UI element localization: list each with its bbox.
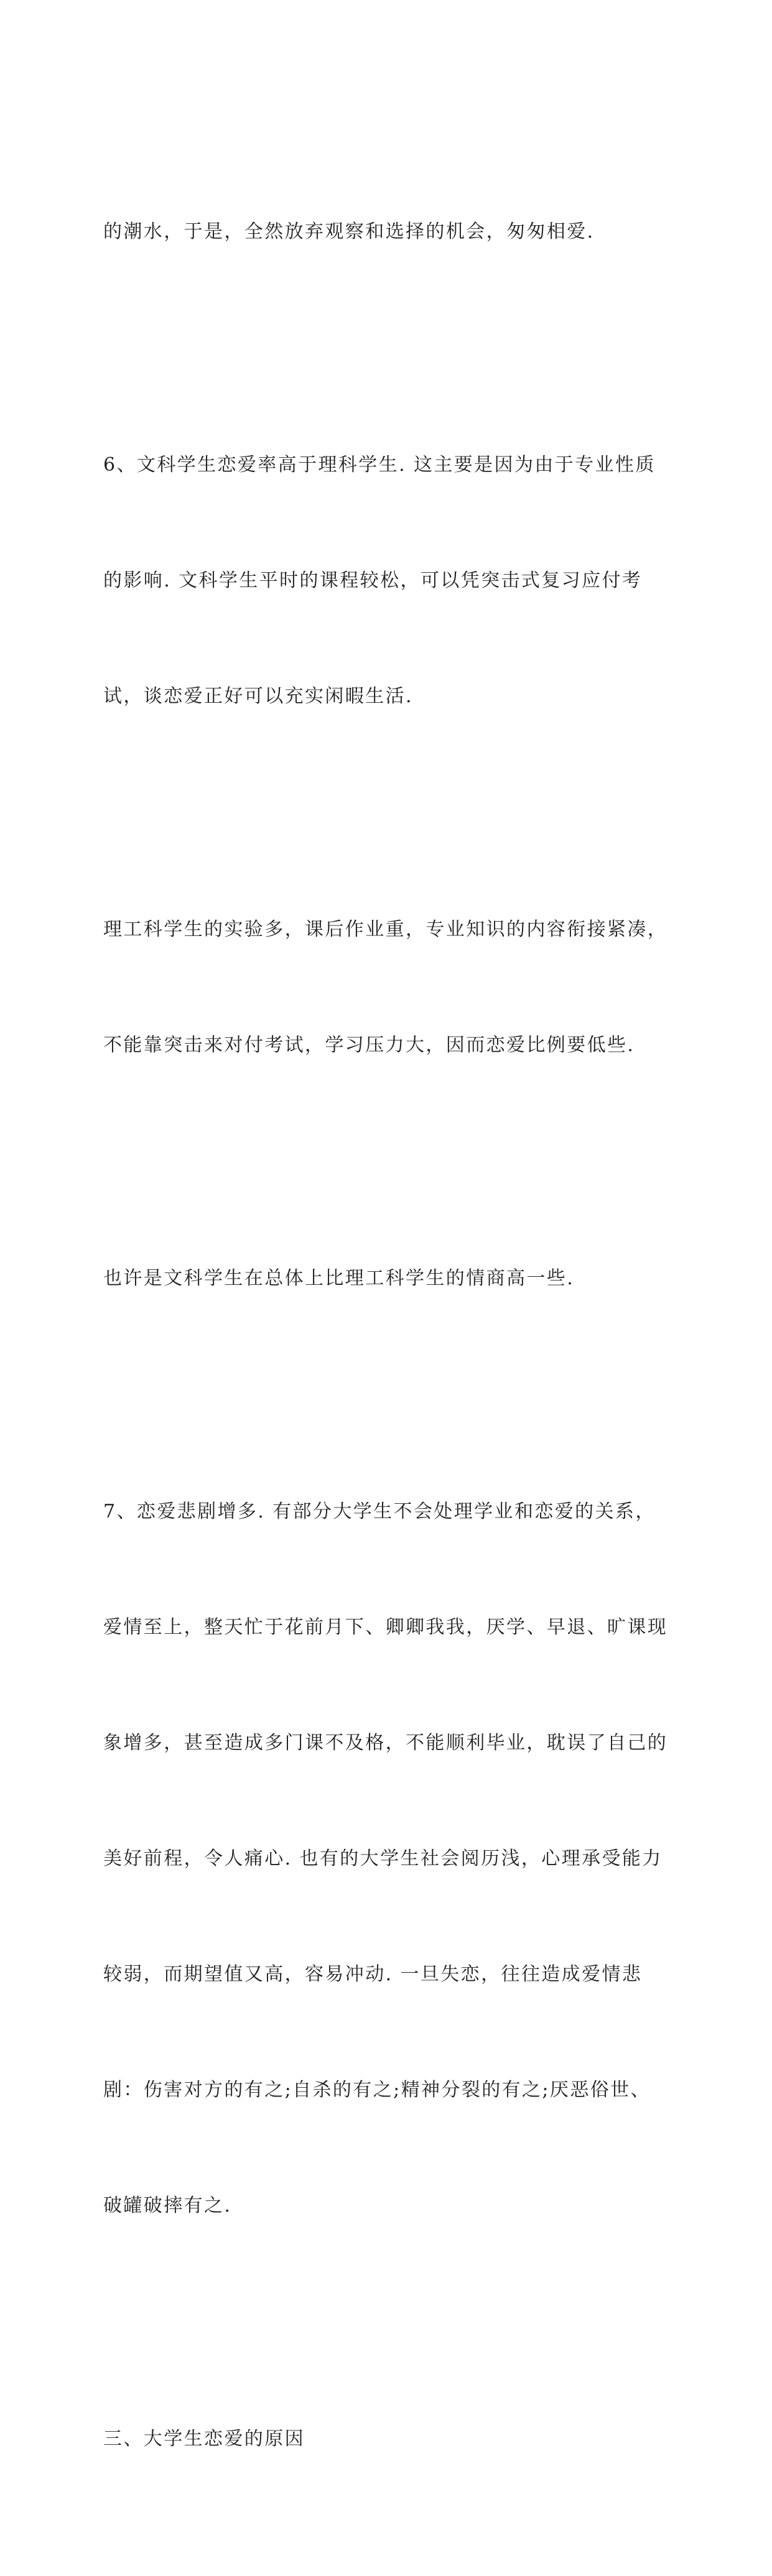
text-line: 的影响. 文科学生平时的课程较松，可以凭突击式复习应付考 (103, 570, 643, 591)
text-line: 试，谈恋爱正好可以充实闲暇生活. (103, 685, 413, 707)
paragraph-3 (103, 833, 688, 1142)
paragraph-4 (103, 1182, 688, 1375)
text-line: 爱情至上，整天忙于花前月下、卿卿我我，厌学、早退、旷课现 (103, 1616, 668, 1638)
text-line: 的潮水，于是，全然放弃观察和选择的机会，匆匆相爱. (103, 221, 595, 243)
text-line: 较弱，而期望值又高，容易冲动. 一旦失恋，往往造成爱情悲 (103, 1963, 643, 1985)
section-heading (103, 2343, 688, 2536)
text-line: 7、恋爱悲剧增多. 有部分大学生不会处理学业和恋爱的关系， (103, 1501, 656, 1522)
paragraph-1 (103, 136, 688, 328)
text-line: 理工科学生的实验多，课后作业重，专业知识的内容衔接紧凑， (103, 919, 668, 940)
text-line: 象增多，甚至造成多门课不及格，不能顺利毕业，耽误了自己的 (103, 1732, 668, 1754)
text-line: 美好前程，令人痛心. 也有的大学生社会阅历浅，心理承受能力 (103, 1848, 663, 1869)
text-line: 不能靠突击来对付考试，学习压力大，因而恋爱比例要低些. (103, 1034, 635, 1056)
paragraph-2 (103, 369, 688, 793)
text-line: 破罐破摔有之. (103, 2195, 232, 2217)
text-line: 6、文科学生恋爱率高于理科学生. 这主要是因为由于专业性质 (103, 454, 656, 476)
document-body (103, 136, 688, 2576)
paragraph-5 (103, 1415, 688, 2302)
text-line: 剧：伤害对方的有之;自杀的有之;精神分裂的有之;厌恶俗世、 (103, 2079, 651, 2101)
text-line: 三、大学生恋爱的原因 (103, 2428, 305, 2450)
text-line: 也许是文科学生在总体上比理工科学生的情商高一些. (103, 1267, 575, 1289)
